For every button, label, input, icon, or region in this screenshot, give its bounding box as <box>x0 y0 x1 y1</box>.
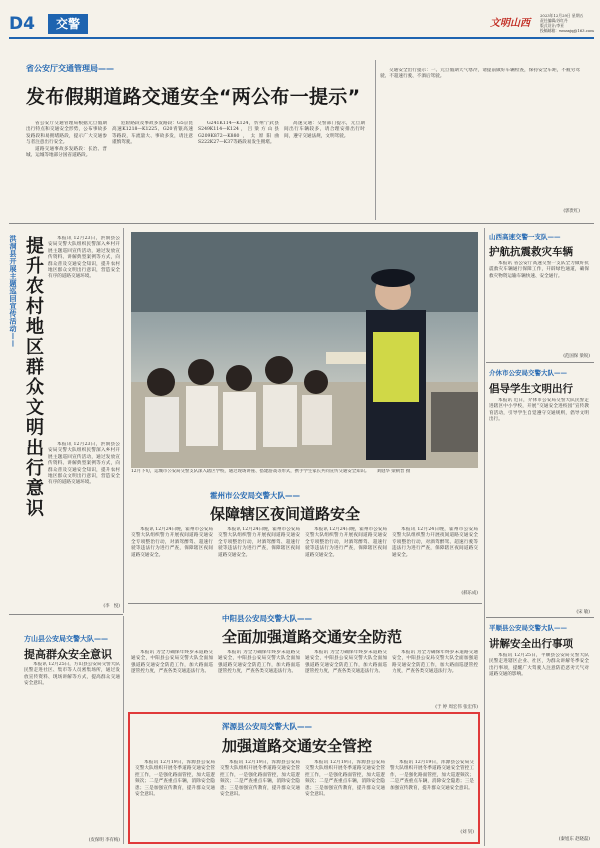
pingshun-byline: (秦旭东 赵晓磊) <box>558 837 590 842</box>
top-col4-text: 高速交通：交警部门提示，元旦期间出行车辆较多，请合理安排出行时间，遵守交通法规，文明驾驶。 <box>284 121 365 139</box>
email-line: 投稿邮箱：wmsxjq@163.com <box>540 28 594 33</box>
hongtong-text-b: 本报讯 12月23日，洪洞县公安局交警大队组织民警深入乡村开展主题巡回宣传活动，通过发放宣传资料、讲解典型案例等方式，向群众普及交通安全知识，提升农村地区群众文明出行意识，营造安全有序的道路交通环境。 <box>48 442 120 486</box>
hunyuan-col1: 本报讯 12月19日，浑源县公安局交警大队组织开展冬季道路交通安全管控工作，一是强化路面管控，加大巡逻频次；二是严查重点车辆，消除安全隐患；三是加强宣传教育，提升群众交通安全意识。 <box>135 760 215 798</box>
hunyuan-kicker: 浑源县公安局交警大队—— <box>222 722 312 731</box>
photo-caption: 12月下旬，运城市公安局交警支队深入辖区学校，通过现场讲座、搭建游戏等形式，携手学生家长共同宣传交通安全知识。 <box>131 469 370 474</box>
student-figure-2 <box>186 359 218 446</box>
zhongyang-kicker: 中阳县公安局交警大队—— <box>222 614 312 623</box>
hunyuan-col2: 本报讯 12月19日，浑源县公安局交警大队组织开展冬季道路交通安全管控工作，一是强化路面管控，加大巡逻频次；二是严查重点车辆，消除安全隐患；三是加强宣传教育，提升群众交通安全意识。 <box>220 760 300 798</box>
zhongyang-col2: 本报讯 为全力确保年终岁末道路交通安全，中阳县公安局交警大队全面加强道路交通安全防范工作，加大路面巡逻管控力度，严查各类交通违法行为。 <box>218 650 300 675</box>
gaosu-text: 本报讯 省公安厅高速交警一支队全力做好抗震救灾车辆通行保障工作，开辟绿色通道，确保救灾物资运输车辆快速、安全通行。 <box>489 261 589 279</box>
gaosu-kicker: 山西高速交警一支队—— <box>489 233 561 241</box>
brand-logo: 文明山西 <box>490 18 530 29</box>
student-figure-3 <box>223 365 256 450</box>
fangshan-headline: 提高群众安全意识 <box>24 648 112 661</box>
top-col5-byline: (郭贵红) <box>563 209 580 214</box>
top-headline: 发布假期道路交通安全“两公布一提示” <box>26 86 361 108</box>
editor-line: 责任编辑/苏红丹 <box>540 18 568 23</box>
hunyuan-col4: 本报讯 12月19日，浑源县公安局交警大队组织开展冬季道路交通安全管控工作，一是强化路面管控，加大巡逻频次；二是严查重点车辆，消除安全隐患；三是加强宣传教育，提升群众交通安全意识。 <box>390 760 474 791</box>
section-tab: 交警 <box>48 14 88 34</box>
zhongyang-byline: (于 婷 周宏伟 张宏伟) <box>435 705 478 710</box>
page-code: D4 <box>9 14 35 34</box>
gaosu-headline: 护航抗震救灾车辆 <box>489 246 573 258</box>
huozhou-headline: 保障辖区夜间道路安全 <box>210 505 361 523</box>
photo-scene <box>131 232 478 468</box>
huozhou-byline: (郝乐成) <box>461 591 478 596</box>
top-col1-para2: 道路交通事故多发路段：长治、晋城、运城等地部分国省道路段。 <box>26 146 107 159</box>
top-col3-text: G241K114—K124，忻州宁武县S249K114—K124，吕梁方山县G209K872—K880，太原阳曲S222K27—K37等路段易发生拥堵。 <box>198 121 279 146</box>
huozhou-col4: 本报讯 12月24日晚，霍州市公安局交警大队组织警力开展夜间道路交通安全专项整治行动，对酒驾醉驾、超速行驶等违法行为进行严查，保障辖区夜间道路交通安全。 <box>392 527 478 558</box>
news-photo <box>131 232 478 468</box>
student-figure-5 <box>302 370 332 445</box>
top-kicker: 省公安厅交通管理局—— <box>26 64 114 73</box>
hunyuan-col3: 本报讯 12月19日，浑源县公安局交警大队组织开展冬季道路交通安全管控工作，一是强化路面管控，加大巡逻频次；二是严查重点车辆，消除安全隐患；三是加强宣传教育，提升群众交通安全意识。 <box>305 760 385 798</box>
hongtong-text-a: 本报讯 12月23日，洪洞县公安局交警大队组织民警深入乡村开展主题巡回宣传活动，通过发放宣传资料、讲解典型案例等方式，向群众普及交通安全知识，提升农村地区群众文明出行意识，营造安全有序的道路交通环境。 <box>48 236 120 280</box>
hongtong-kicker: 洪洞县开展主题巡回宣传活动—— <box>9 235 17 348</box>
huozhou-kicker: 霍州市公安局交警大队—— <box>210 491 300 500</box>
hunyuan-headline: 加强道路交通安全管控 <box>222 737 373 755</box>
jiexiu-byline: (宋 敏) <box>576 610 590 615</box>
top-col1-para1: 省公安厅交通管理局根据元旦假期出行特点和交通安全形势，公布事故多发路段和易拥堵路段，提示广大交通参与者注意出行安全。 <box>26 121 107 146</box>
huozhou-col3: 本报讯 12月24日晚，霍州市公安局交警大队组织警力开展夜间道路交通安全专项整治行动，对酒驾醉驾、超速行驶等违法行为进行严查，保障辖区夜间道路交通安全。 <box>305 527 387 558</box>
zhongyang-col3: 本报讯 为全力确保年终岁末道路交通安全，中阳县公安局交警大队全面加强道路交通安全防范工作，加大路面巡逻管控力度，严查各类交通违法行为。 <box>305 650 387 675</box>
zhongyang-col1: 本报讯 为全力确保年终岁末道路交通安全，中阳县公安局交警大队全面加强道路交通安全防范工作，加大路面巡逻管控力度，严查各类交通违法行为。 <box>131 650 213 675</box>
zhongyang-col4: 本报讯 为全力确保年终岁末道路交通安全，中阳县公安局交警大队全面加强道路交通安全防范工作，加大路面巡逻管控力度，严查各类交通违法行为。 <box>392 650 478 675</box>
hunyuan-byline: (刘 钊) <box>460 830 474 835</box>
hongtong-byline: (李 悦) <box>103 604 120 609</box>
huozhou-col1: 本报讯 12月24日晚，霍州市公安局交警大队组织警力开展夜间道路交通安全专项整治行动，对酒驾醉驾、超速行驶等违法行为进行严查，保障辖区夜间道路交通安全。 <box>131 527 213 558</box>
masthead-rule <box>9 37 594 39</box>
pingshun-text: 本报讯 12月25日，平顺县公安局交警大队民警走进辖区企业、社区，为群众讲解冬季安全出行事项，提醒广大驾驶人注意防范恶劣天气对道路交通的影响。 <box>489 653 589 678</box>
pingshun-kicker: 平顺县公安局交警大队—— <box>489 624 567 632</box>
top-col2-text: 危险路段及事故多发路段：G5京昆高速K1218—K1225、G20青银高速等路段，车流量大、事故多发，请注意谨慎驾驶。 <box>112 121 193 146</box>
zhongyang-headline: 全面加强道路交通安全防范 <box>222 628 403 646</box>
hongtong-headline: 提升农村地区群众文明出行意识 <box>23 236 44 519</box>
huozhou-col2: 本报讯 12月24日晚，霍州市公安局交警大队组织警力开展夜间道路交通安全专项整治行动，对酒驾醉驾、超速行驶等违法行为进行严查，保障辖区夜间道路交通安全。 <box>218 527 300 558</box>
jiexiu-kicker: 介休市公安局交警大队—— <box>489 369 567 377</box>
gaosu-byline: (范国保 梁锐) <box>563 354 590 359</box>
pingshun-headline: 讲解安全出行事项 <box>489 638 573 650</box>
student-figure-1 <box>145 368 179 452</box>
jiexiu-text: 本报讯 近日，介休市公安局交警大队民警走进辖区中小学校，开展“交通安全进校园”宣传教育活动，引导学生自觉遵守交通规则，倡导文明出行。 <box>489 398 589 423</box>
fangshan-byline: (皮保明 李有梅) <box>88 838 120 843</box>
design-line: 版式设计/李亚 <box>540 23 565 28</box>
fangshan-text: 本报讯 12月25日，方山县公安局交警大队民警走进社区、集市等人员密集场所，通过发放宣传资料、现场讲解等方式，提高群众交通安全意识。 <box>24 662 120 687</box>
top-col5-text: 交通安全出行提示：一、元旦假期天气寒冷，请提前做好车辆检查，保持安全车距，不疲劳驾驶、不超速行驶、不酒后驾驶。 <box>380 68 580 80</box>
student-figure-4 <box>263 356 297 447</box>
jiexiu-headline: 倡导学生文明出行 <box>489 383 573 395</box>
fangshan-kicker: 方山县公安局交警大队—— <box>24 635 108 643</box>
date-line: 2023年12月29日 星期五 <box>540 13 584 18</box>
photo-credit: 刘庭华 梁朝晋 摄 <box>376 469 411 474</box>
